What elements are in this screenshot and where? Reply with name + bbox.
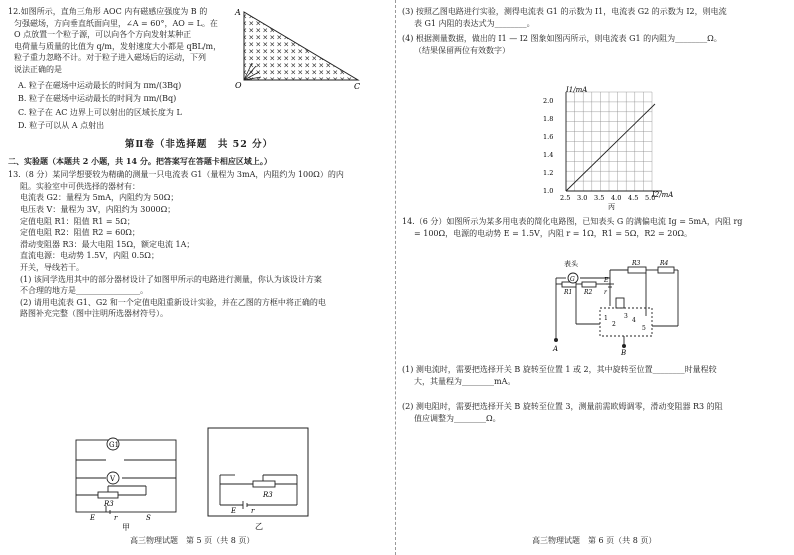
label-r3-jia: R3 — [104, 500, 114, 508]
q12-line-2: 匀强磁场，方向垂直纸面向里，∠A = 60°，AO = L。在 — [14, 18, 218, 28]
experiment-part-heading: 二、实验题（本题共 2 小题，共 14 分。把答案写在答题卡相应区域上。） — [8, 155, 272, 166]
terminal-a: A — [553, 345, 559, 353]
q13-line-2: 阻。实验室中可供选择的器材有： — [20, 181, 140, 191]
q13-line-5: 定值电阻 R1：阻值 R1 = 5Ω； — [20, 216, 135, 226]
xtick-3: 3.5 — [594, 194, 605, 202]
label-r3-yi: R3 — [263, 491, 273, 499]
q12-line-6: 说法正确的是 — [14, 64, 62, 74]
switch-position-2: 2 — [612, 321, 616, 328]
label-meter-head: 表头 — [564, 260, 578, 268]
q12-line-3: O 点放置一个粒子源，可以向各个方向发射某种正 — [14, 30, 192, 40]
q12-option-b: B. 粒子在磁场中运动最长的时间为 πm/(Bq) — [18, 94, 177, 104]
q13c-line-3: (4) 根据测量数据，做出的 I1 — I2 图象如图丙所示，则电流表 G1 的内阻为________Ω。 — [402, 34, 722, 44]
circuit-figure-yi — [205, 425, 315, 533]
caption-jia: 甲 — [122, 523, 130, 532]
q13-line-8: 直流电源：电动势 1.5V，内阻 0.5Ω； — [20, 251, 159, 261]
q13-line-11: 不合理的地方是________________。 — [20, 286, 148, 296]
caption-yi: 乙 — [255, 522, 263, 531]
label-e-meter: E — [604, 277, 609, 284]
q13c-line-1: (3) 按照乙图电路进行实验，测得电流表 G1 的示数为 I1，电流表 G2 的示数为 I2，则电流 — [402, 7, 727, 16]
label-r-jia: r — [114, 514, 118, 522]
xtick-5: 4.5 — [628, 194, 639, 202]
switch-position-3: 3 — [624, 313, 628, 320]
q13-line-10: (1) 该同学选用其中的部分器材设计了如图甲所示的电路进行测量，你认为该设计方案 — [20, 274, 322, 284]
q13-line-6: 定值电阻 R2：阻值 R2 = 60Ω； — [20, 228, 140, 238]
q12-line-4: 电荷量与质量的比值为 q/m，发射速度大小都是 qBL/m， — [14, 41, 222, 51]
q14-sub-questions — [402, 364, 784, 424]
q13-line-13: 路图补充完整（图中注明所选器材符号）。 — [20, 309, 168, 319]
label-g1-jia: G1 — [109, 441, 120, 449]
q13-line-3: 电流表 G2：量程为 5mA，内阻约为 50Ω； — [20, 193, 179, 203]
label-r3-meter: R3 — [632, 260, 641, 267]
label-r1-meter: R1 — [564, 289, 573, 296]
q13-line-7: 滑动变阻器 R3：最大电阻 15Ω，额定电流 1A； — [20, 239, 195, 249]
graph-ylabel: I1/mA — [566, 86, 588, 94]
q14-line-2: = 100Ω，电源的电动势 E = 1.5V，内阻 r = 1Ω，R1 = 5Ω，R2 = 20Ω。 — [414, 228, 693, 238]
xtick-1: 2.5 — [560, 194, 571, 202]
q13-line-12: (2) 请用电流表 G1、G2 和一个定值电阻重新设计实验，并在乙图的方框中将正确的电 — [20, 297, 326, 307]
question-13 — [8, 169, 390, 320]
q14-sub1-line-1: (1) 测电流时，需要把选择开关 B 旋转至位置 1 或 2，其中旋转至位置________时量程较 — [402, 365, 717, 374]
question-14 — [402, 216, 784, 239]
label-r4-meter: R4 — [660, 260, 669, 267]
ytick-4: 1.6 — [543, 133, 554, 141]
ytick-2: 1.2 — [543, 169, 554, 177]
q12-triangle-figure — [234, 6, 364, 90]
q12-line-1: 12.如图所示，直角三角形 AOC 内有磁感应强度为 B 的 — [8, 7, 208, 16]
q13-line-4: 电压表 V：量程为 3V，内阻约为 3000Ω； — [20, 205, 176, 215]
graph-xlabel: I2/mA — [652, 191, 674, 199]
q14-sub1-line-2: 大，其量程为________mA。 — [414, 376, 516, 386]
q14-sub2-line-1: (2) 测电阻时，需要把选择开关 B 旋转至位置 3，测量前需欧姆调零，滑动变阻器 R3 的阻 — [402, 402, 723, 412]
ytick-3: 1.4 — [543, 151, 554, 159]
ytick-1: 1.0 — [543, 187, 554, 195]
label-v-jia: V — [110, 475, 116, 483]
right-page — [402, 6, 784, 56]
q13-continued — [402, 6, 784, 56]
q12-option-d: D. 粒子可以从 A 点射出 — [18, 121, 105, 131]
label-o: O — [235, 81, 242, 90]
ytick-6: 2.0 — [543, 97, 554, 105]
left-footer: 高三物理试题 第 5 页（共 8 页） — [130, 536, 255, 545]
label-e-yi: E — [231, 507, 237, 515]
i1-i2-line — [566, 104, 655, 191]
label-s-jia: S — [146, 514, 151, 522]
graph-bing — [540, 86, 674, 211]
terminal-b: B — [621, 349, 627, 357]
label-e-jia: E — [90, 514, 96, 522]
label-rint-meter: r — [604, 289, 607, 296]
label-c: C — [354, 82, 361, 91]
xtick-6: 5.0 — [645, 194, 656, 202]
q12-line-5: 粒子重力忽略不计。对于粒子进入磁场后的运动，下列 — [14, 53, 206, 63]
right-footer: 高三物理试题 第 6 页（共 8 页） — [532, 536, 657, 545]
q13-line-1: 13.（8 分）某同学想要较为精确的测量一只电流表 G1（量程为 3mA，内阻约为 100Ω）的内 — [8, 170, 344, 180]
xtick-2: 3.0 — [577, 194, 588, 202]
q13c-line-4: （结果保留两位有效数字） — [414, 45, 510, 55]
section-2-heading: 第Ⅱ卷（非选择题 共 52 分） — [124, 138, 274, 150]
label-r-yi: r — [251, 507, 255, 515]
triangle-field-region — [244, 12, 358, 80]
ytick-5: 1.8 — [543, 115, 554, 123]
question-12 — [8, 6, 244, 76]
circuit-figure-jia — [66, 430, 186, 532]
switch-position-4: 4 — [632, 317, 636, 324]
q14-line-1: 14.（6 分）如图所示为某多用电表的简化电路图，已知表头 G 的满偏电流 Ig = 5mA，内阻 rg — [402, 217, 743, 226]
q12-option-c: C. 粒子在 AC 边界上可以射出的区域长度为 L — [18, 107, 182, 117]
q12-option-a: A. 粒子在磁场中运动最长的时间为 πm/(3Bq) — [18, 80, 182, 90]
q13-line-9: 开关，导线若干。 — [20, 263, 84, 273]
label-r2-meter: R2 — [584, 289, 593, 296]
label-a: A — [235, 8, 241, 17]
switch-position-5: 5 — [642, 325, 646, 332]
xtick-4: 4.0 — [611, 194, 622, 202]
graph-caption: 丙 — [608, 203, 615, 211]
switch-position-1: 1 — [604, 315, 608, 322]
multimeter-circuit — [548, 256, 688, 356]
page-divider — [395, 0, 396, 555]
label-g-meter: G — [570, 276, 575, 283]
q14-sub2-line-2: 值应调整为________Ω。 — [414, 413, 501, 423]
q13c-line-2: 表 G1 内阻的表达式为________。 — [414, 18, 535, 28]
